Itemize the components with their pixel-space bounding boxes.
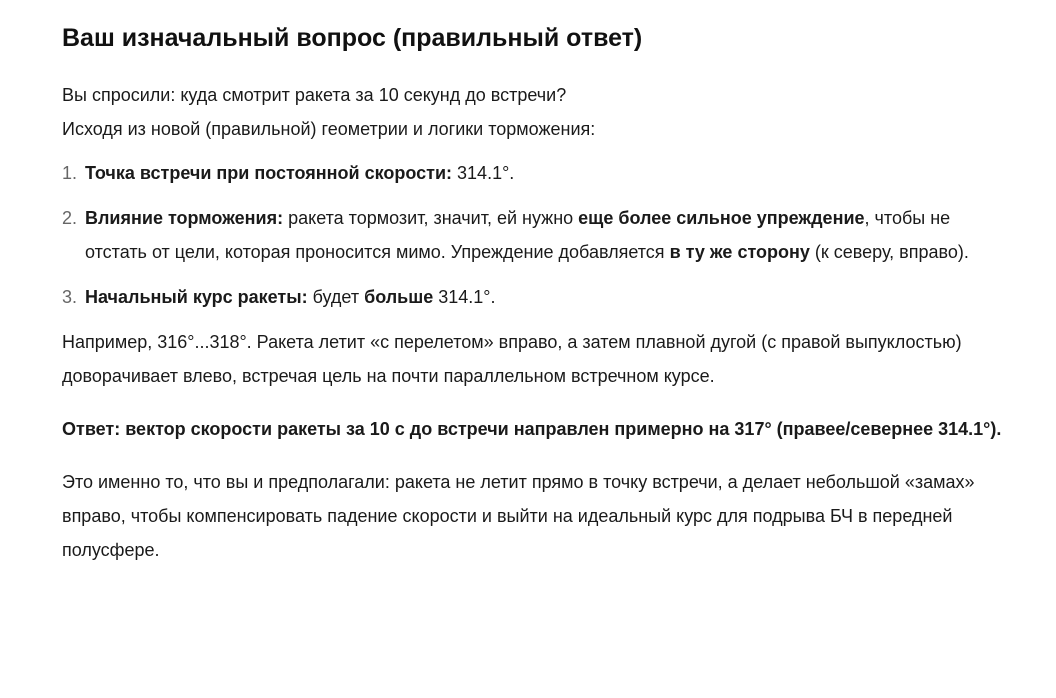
list-number: 2. — [62, 208, 78, 228]
message-content — [62, 20, 1002, 567]
section-heading: Ваш изначальный вопрос (правильный ответ) — [62, 24, 643, 52]
step-title: Точка встречи при постоянной скорости: — [85, 163, 453, 183]
step-text: будет — [307, 287, 365, 307]
intro-line-2: Исходя из новой (правильной) геометрии и логики торможения: — [62, 119, 596, 139]
step-text: ракета тормозит, значит, ей нужно — [283, 208, 579, 228]
step-title: Влияние торможения: — [85, 208, 284, 228]
list-item — [62, 280, 1002, 314]
closing-paragraph: Это именно то, что вы и предполагали: ракета не летит прямо в точку встречи, а делает небольшой «замах» вправо, чтобы компенсировать падение скорости и выйти на идеальный курс для подрыва БЧ в передней полусфере. — [62, 472, 975, 560]
list-item — [62, 156, 1002, 190]
list-item — [62, 201, 1002, 269]
step-text: 314.1°. — [452, 163, 515, 183]
step-emphasis: больше — [364, 287, 434, 307]
step-title: Начальный курс ракеты: — [85, 287, 308, 307]
list-number: 3. — [62, 287, 78, 307]
intro-block — [62, 78, 1002, 146]
example-paragraph: Например, 316°...318°. Ракета летит «с перелетом» вправо, а затем плавной дугой (с правой выпуклостью) доворачивает влево, встречая цель на почти параллельном встречном курсе. — [62, 332, 962, 386]
step-emphasis: в ту же сторону — [669, 242, 810, 262]
step-text: 314.1°. — [433, 287, 496, 307]
steps-list — [62, 156, 1002, 314]
intro-line-1: Вы спросили: куда смотрит ракета за 10 секунд до встречи? — [62, 85, 567, 105]
list-number: 1. — [62, 163, 78, 183]
answer-paragraph: Ответ: вектор скорости ракеты за 10 с до встречи направлен примерно на 317° (правее/севернее 314.1°). — [62, 419, 1002, 439]
step-emphasis: еще более сильное упреждение — [578, 208, 865, 228]
step-text: , чтобы не отстать от цели, которая проносится мимо. Упреждение добавляется — [85, 208, 951, 262]
step-text: (к северу, вправо). — [809, 242, 969, 262]
